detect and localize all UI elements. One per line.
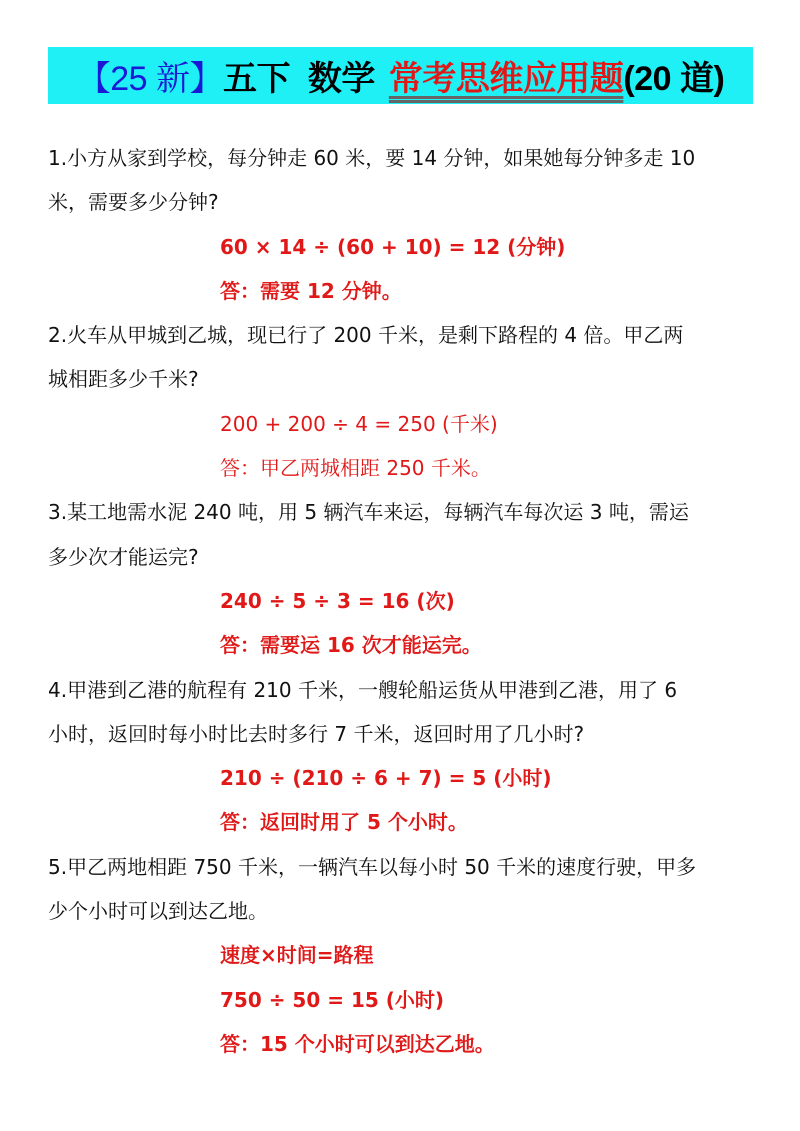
title-highlight: 常考思维应用题	[388, 60, 624, 98]
question-text: 少个小时可以到达乙地。	[48, 899, 268, 924]
question-text: 5.甲乙两地相距 750 千米，一辆汽车以每小时 50 千米的速度行驶，甲多	[48, 854, 697, 879]
solution-formula: 60 × 14 ÷ (60 + 10) = 12 (分钟)	[220, 234, 566, 259]
question-5	[48, 845, 758, 1066]
solution-formula: 750 ÷ 50 = 15 (小时)	[220, 987, 445, 1012]
question-text: 1.小方从家到学校，每分钟走 60 米，要 14 分钟，如果她每分钟多走 10	[48, 146, 696, 170]
question-text: 多少次才能运完?	[48, 544, 199, 569]
solution-formula: 速度×时间=路程	[220, 943, 374, 968]
answer-text: 答：需要 12 分钟。	[220, 278, 402, 303]
solution-formula: 240 ÷ 5 ÷ 3 = 16 (次)	[220, 588, 455, 613]
question-text: 小时，返回时每小时比去时多行 7 千米，返回时用了几小时?	[48, 721, 585, 746]
answer-text: 答：返回时用了 5 个小时。	[220, 810, 468, 835]
question-4	[48, 668, 758, 845]
solution-formula: 200 + 200 ÷ 4 = 250 (千米)	[220, 411, 498, 436]
answer-text: 答：甲乙两城相距 250 千米。	[220, 456, 491, 481]
question-text: 米，需要多少分钟?	[48, 190, 219, 215]
question-text: 3.某工地需水泥 240 吨，用 5 辆汽车来运，每辆汽车每次运 3 吨，需运	[48, 500, 689, 525]
question-text: 4.甲港到乙港的航程有 210 千米，一艘轮船运货从甲港到乙港，用了 6	[48, 677, 678, 702]
question-1	[48, 136, 758, 313]
title-banner	[48, 47, 753, 104]
title-suffix: (20 道)	[623, 60, 725, 98]
question-2	[48, 313, 758, 490]
title-subject: 五下 数学	[222, 60, 375, 98]
answer-text: 答：需要运 16 次才能运完。	[220, 633, 482, 658]
question-list	[48, 136, 758, 1066]
answer-text: 答：15 个小时可以到达乙地。	[220, 1031, 495, 1056]
solution-formula: 210 ÷ (210 ÷ 6 + 7) = 5 (小时)	[220, 766, 552, 791]
question-text: 2.火车从甲城到乙城，现已行了 200 千米，是剩下路程的 4 倍。甲乙两	[48, 323, 684, 348]
question-3	[48, 490, 758, 667]
title-prefix: 【25 新】	[76, 60, 223, 98]
question-text: 城相距多少千米?	[48, 367, 199, 392]
